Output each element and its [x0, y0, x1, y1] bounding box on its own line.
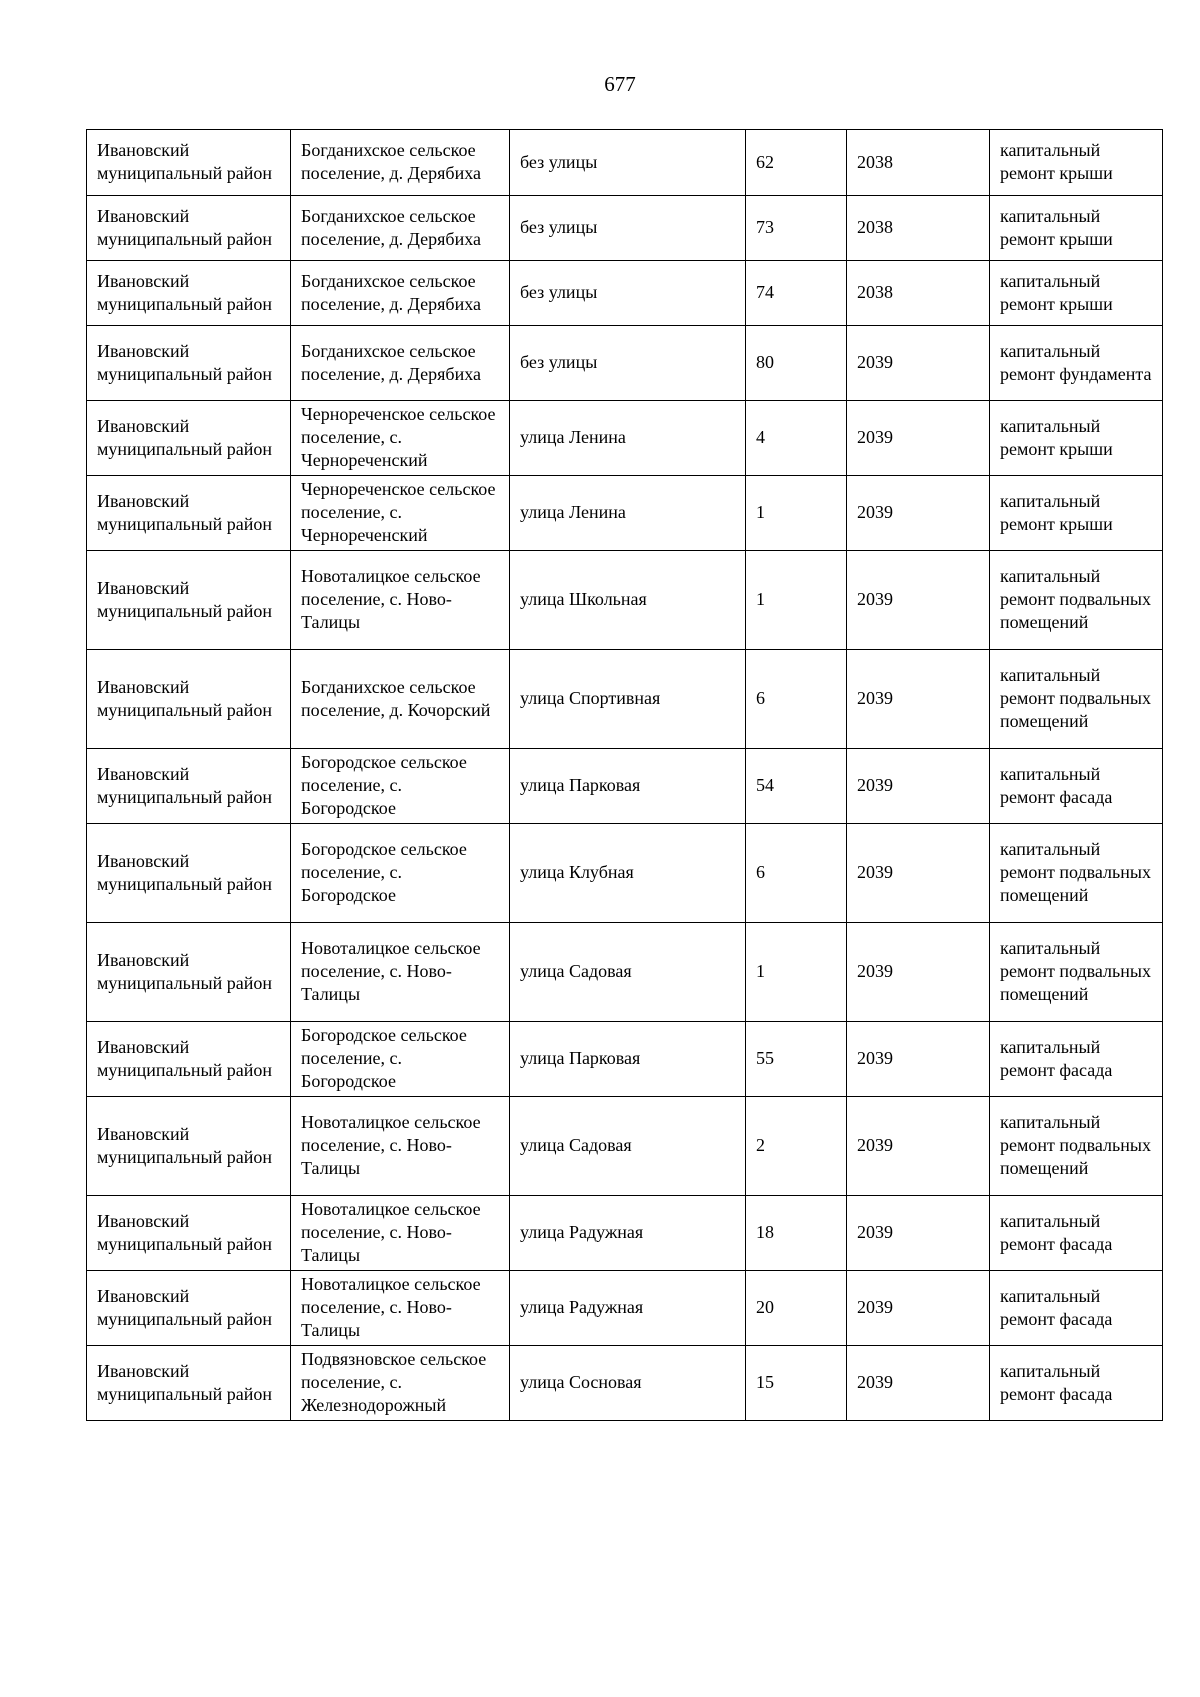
- year-cell: 2039: [847, 551, 990, 650]
- table-row: [87, 650, 1163, 749]
- settlement-cell: Богданихское сельское поселение, д. Дерябиха: [291, 326, 510, 401]
- work-type-cell: капитальный ремонт подвальных помещений: [990, 824, 1163, 923]
- settlement-cell: Богданихское сельское поселение, д. Дерябиха: [291, 261, 510, 326]
- settlement-cell: Новоталицкое сельское поселение, с. Ново-Талицы: [291, 1097, 510, 1196]
- repair-schedule-table: [86, 129, 1163, 1421]
- street-cell: улица Спортивная: [510, 650, 746, 749]
- district-cell: Ивановский муниципальный район: [87, 824, 291, 923]
- table-row: [87, 1097, 1163, 1196]
- work-type-cell: капитальный ремонт фасада: [990, 1196, 1163, 1271]
- settlement-cell: Чернореченское сельское поселение, с. Чернореченский: [291, 401, 510, 476]
- year-cell: 2038: [847, 196, 990, 261]
- district-cell: Ивановский муниципальный район: [87, 1022, 291, 1097]
- house-number-cell: 2: [746, 1097, 847, 1196]
- district-cell: Ивановский муниципальный район: [87, 551, 291, 650]
- street-cell: без улицы: [510, 196, 746, 261]
- house-number-cell: 54: [746, 749, 847, 824]
- house-number-cell: 6: [746, 824, 847, 923]
- district-cell: Ивановский муниципальный район: [87, 1271, 291, 1346]
- year-cell: 2039: [847, 1196, 990, 1271]
- street-cell: улица Садовая: [510, 923, 746, 1022]
- work-type-cell: капитальный ремонт фасада: [990, 1346, 1163, 1421]
- district-cell: Ивановский муниципальный район: [87, 1346, 291, 1421]
- year-cell: 2039: [847, 476, 990, 551]
- street-cell: улица Парковая: [510, 1022, 746, 1097]
- district-cell: Ивановский муниципальный район: [87, 196, 291, 261]
- settlement-cell: Богданихское сельское поселение, д. Дерябиха: [291, 130, 510, 196]
- street-cell: улица Ленина: [510, 476, 746, 551]
- work-type-cell: капитальный ремонт подвальных помещений: [990, 923, 1163, 1022]
- year-cell: 2038: [847, 130, 990, 196]
- district-cell: Ивановский муниципальный район: [87, 476, 291, 551]
- year-cell: 2039: [847, 326, 990, 401]
- table-body: [87, 130, 1163, 1421]
- work-type-cell: капитальный ремонт фасада: [990, 1271, 1163, 1346]
- work-type-cell: капитальный ремонт крыши: [990, 261, 1163, 326]
- table-row: [87, 476, 1163, 551]
- district-cell: Ивановский муниципальный район: [87, 401, 291, 476]
- year-cell: 2039: [847, 1346, 990, 1421]
- settlement-cell: Новоталицкое сельское поселение, с. Ново-Талицы: [291, 923, 510, 1022]
- year-cell: 2039: [847, 1097, 990, 1196]
- year-cell: 2038: [847, 261, 990, 326]
- street-cell: без улицы: [510, 326, 746, 401]
- house-number-cell: 80: [746, 326, 847, 401]
- year-cell: 2039: [847, 650, 990, 749]
- house-number-cell: 15: [746, 1346, 847, 1421]
- house-number-cell: 62: [746, 130, 847, 196]
- table-row: [87, 1346, 1163, 1421]
- year-cell: 2039: [847, 401, 990, 476]
- work-type-cell: капитальный ремонт крыши: [990, 130, 1163, 196]
- settlement-cell: Богородское сельское поселение, с. Богородское: [291, 1022, 510, 1097]
- district-cell: Ивановский муниципальный район: [87, 650, 291, 749]
- table-row: [87, 749, 1163, 824]
- work-type-cell: капитальный ремонт фундамента: [990, 326, 1163, 401]
- house-number-cell: 55: [746, 1022, 847, 1097]
- year-cell: 2039: [847, 923, 990, 1022]
- year-cell: 2039: [847, 749, 990, 824]
- district-cell: Ивановский муниципальный район: [87, 326, 291, 401]
- settlement-cell: Чернореченское сельское поселение, с. Чернореченский: [291, 476, 510, 551]
- district-cell: Ивановский муниципальный район: [87, 1097, 291, 1196]
- work-type-cell: капитальный ремонт крыши: [990, 401, 1163, 476]
- work-type-cell: капитальный ремонт фасада: [990, 749, 1163, 824]
- work-type-cell: капитальный ремонт подвальных помещений: [990, 650, 1163, 749]
- work-type-cell: капитальный ремонт фасада: [990, 1022, 1163, 1097]
- work-type-cell: капитальный ремонт подвальных помещений: [990, 551, 1163, 650]
- street-cell: улица Садовая: [510, 1097, 746, 1196]
- table-row: [87, 1271, 1163, 1346]
- table-row: [87, 401, 1163, 476]
- settlement-cell: Новоталицкое сельское поселение, с. Ново-Талицы: [291, 1196, 510, 1271]
- house-number-cell: 1: [746, 923, 847, 1022]
- settlement-cell: Новоталицкое сельское поселение, с. Ново-Талицы: [291, 1271, 510, 1346]
- settlement-cell: Богданихское сельское поселение, д. Кочорский: [291, 650, 510, 749]
- settlement-cell: Подвязновское сельское поселение, с. Железнодорожный: [291, 1346, 510, 1421]
- settlement-cell: Новоталицкое сельское поселение, с. Ново-Талицы: [291, 551, 510, 650]
- district-cell: Ивановский муниципальный район: [87, 749, 291, 824]
- year-cell: 2039: [847, 1022, 990, 1097]
- table-row: [87, 923, 1163, 1022]
- table-row: [87, 130, 1163, 196]
- year-cell: 2039: [847, 824, 990, 923]
- settlement-cell: Богородское сельское поселение, с. Богородское: [291, 749, 510, 824]
- street-cell: без улицы: [510, 130, 746, 196]
- page-number: 677: [604, 72, 636, 96]
- table-row: [87, 1022, 1163, 1097]
- table-row: [87, 1196, 1163, 1271]
- house-number-cell: 18: [746, 1196, 847, 1271]
- table-row: [87, 824, 1163, 923]
- settlement-cell: Богородское сельское поселение, с. Богородское: [291, 824, 510, 923]
- street-cell: улица Клубная: [510, 824, 746, 923]
- street-cell: улица Радужная: [510, 1271, 746, 1346]
- street-cell: улица Сосновая: [510, 1346, 746, 1421]
- work-type-cell: капитальный ремонт подвальных помещений: [990, 1097, 1163, 1196]
- table-row: [87, 261, 1163, 326]
- table-row: [87, 326, 1163, 401]
- street-cell: улица Парковая: [510, 749, 746, 824]
- district-cell: Ивановский муниципальный район: [87, 261, 291, 326]
- district-cell: Ивановский муниципальный район: [87, 1196, 291, 1271]
- district-cell: Ивановский муниципальный район: [87, 130, 291, 196]
- house-number-cell: 1: [746, 476, 847, 551]
- street-cell: улица Ленина: [510, 401, 746, 476]
- street-cell: без улицы: [510, 261, 746, 326]
- street-cell: улица Школьная: [510, 551, 746, 650]
- house-number-cell: 4: [746, 401, 847, 476]
- house-number-cell: 74: [746, 261, 847, 326]
- work-type-cell: капитальный ремонт крыши: [990, 476, 1163, 551]
- street-cell: улица Радужная: [510, 1196, 746, 1271]
- work-type-cell: капитальный ремонт крыши: [990, 196, 1163, 261]
- table-row: [87, 551, 1163, 650]
- settlement-cell: Богданихское сельское поселение, д. Дерябиха: [291, 196, 510, 261]
- year-cell: 2039: [847, 1271, 990, 1346]
- house-number-cell: 20: [746, 1271, 847, 1346]
- house-number-cell: 73: [746, 196, 847, 261]
- house-number-cell: 6: [746, 650, 847, 749]
- table-row: [87, 196, 1163, 261]
- district-cell: Ивановский муниципальный район: [87, 923, 291, 1022]
- house-number-cell: 1: [746, 551, 847, 650]
